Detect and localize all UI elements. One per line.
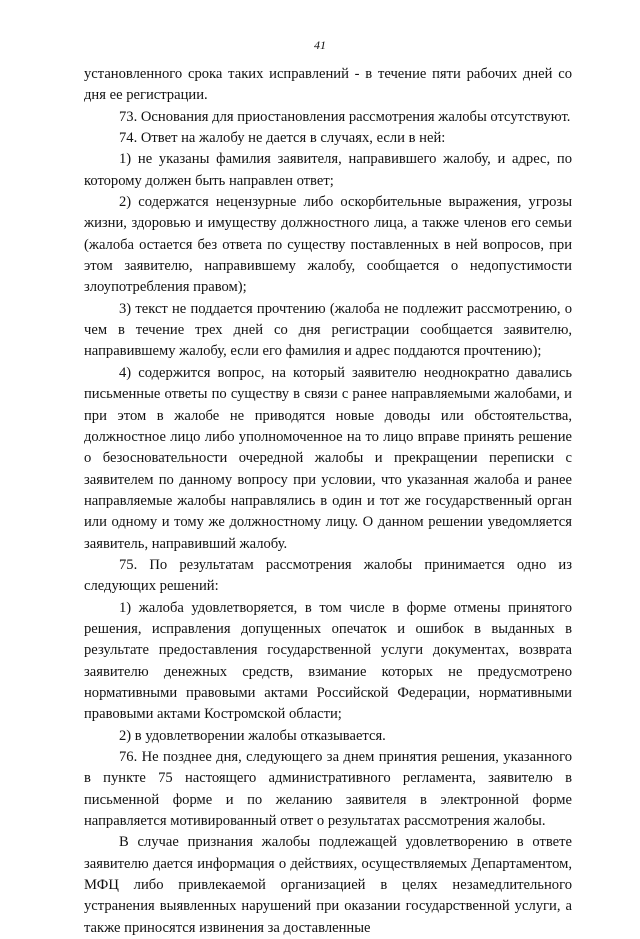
- page-number: 41: [314, 38, 326, 52]
- paragraph-subitem-74-4: 4) содержится вопрос, на который заявителю неоднократно давались письменные ответы по существу в связи с ранее направляемыми жалобами, и при этом в жалобе не приводятся новые доводы или обстоятельства, должностное лицо либо уполномоченное на то лицо вправе принять решение о безосновательности очередной жалобы и прекращении переписки с заявителем по данному вопросу при условии, что указанная жалоба и ранее направляемые жалобы направлялись в один и тот же государственный орган или одному и тому же должностному лицу. О данном решении уведомляется заявитель, направивший жалобу.: [84, 364, 572, 552]
- paragraph-item-73: 73. Основания для приостановления рассмотрения жалобы отсутствуют.: [119, 108, 571, 125]
- paragraph-subitem-74-1: 1) не указаны фамилия заявителя, направившего жалобу, и адрес, по которому должен быть направлен ответ;: [84, 151, 572, 189]
- paragraph-item-76-continued: В случае признания жалобы подлежащей удовлетворению в ответе заявителю дается информация о действиях, осуществляемых Департаментом, МФЦ либо привлекаемой организацией в целях незамедлительного устранения выявленных нарушений при оказании государственной услуги, а также приносятся извинения за доставленные: [84, 834, 572, 936]
- paragraph-item-74: 74. Ответ на жалобу не дается в случаях, если в ней:: [119, 130, 446, 147]
- paragraph-item-76: 76. Не позднее дня, следующего за днем принятия решения, указанного в пункте 75 настоящего административного регламента, заявителю в письменной форме и по желанию заявителя в электронной форме направляется мотивированный ответ о результатах рассмотрения жалобы.: [84, 749, 572, 830]
- paragraph-item-75: 75. По результатам рассмотрения жалобы принимается одно из следующих решений:: [84, 556, 572, 595]
- paragraph-subitem-74-2: 2) содержатся нецензурные либо оскорбительные выражения, угрозы жизни, здоровью и имуществу должностного лица, а также членов его семьи (жалоба остается без ответа по существу поставленных в ней вопросов, при этом заявителю, направившему жалобу, сообщается о недопустимости злоупотребления правом);: [84, 194, 572, 296]
- paragraph-subitem-74-3: 3) текст не поддается прочтению (жалоба не подлежит рассмотрению, о чем в течение трех дней со дня регистрации сообщается заявителю, направившему жалобу, если его фамилия и адрес поддаются прочтению);: [84, 300, 572, 360]
- paragraph-subitem-75-1: 1) жалоба удовлетворяется, в том числе в форме отмены принятого решения, исправления допущенных опечаток и ошибок в выданных в результате предоставления государственной услуги документах, возврата заявителю денежных средств, взимание которых не предусмотрено нормативными правовыми актами Российской Федерации, нормативными правовыми актами Костромской области;: [84, 599, 572, 723]
- document-body: [84, 64, 572, 939]
- paragraph-subitem-75-2: 2) в удовлетворении жалобы отказывается.: [119, 727, 386, 744]
- paragraph-continuation: установленного срока таких исправлений - в течение пяти рабочих дней со дня ее регистрации.: [84, 66, 572, 104]
